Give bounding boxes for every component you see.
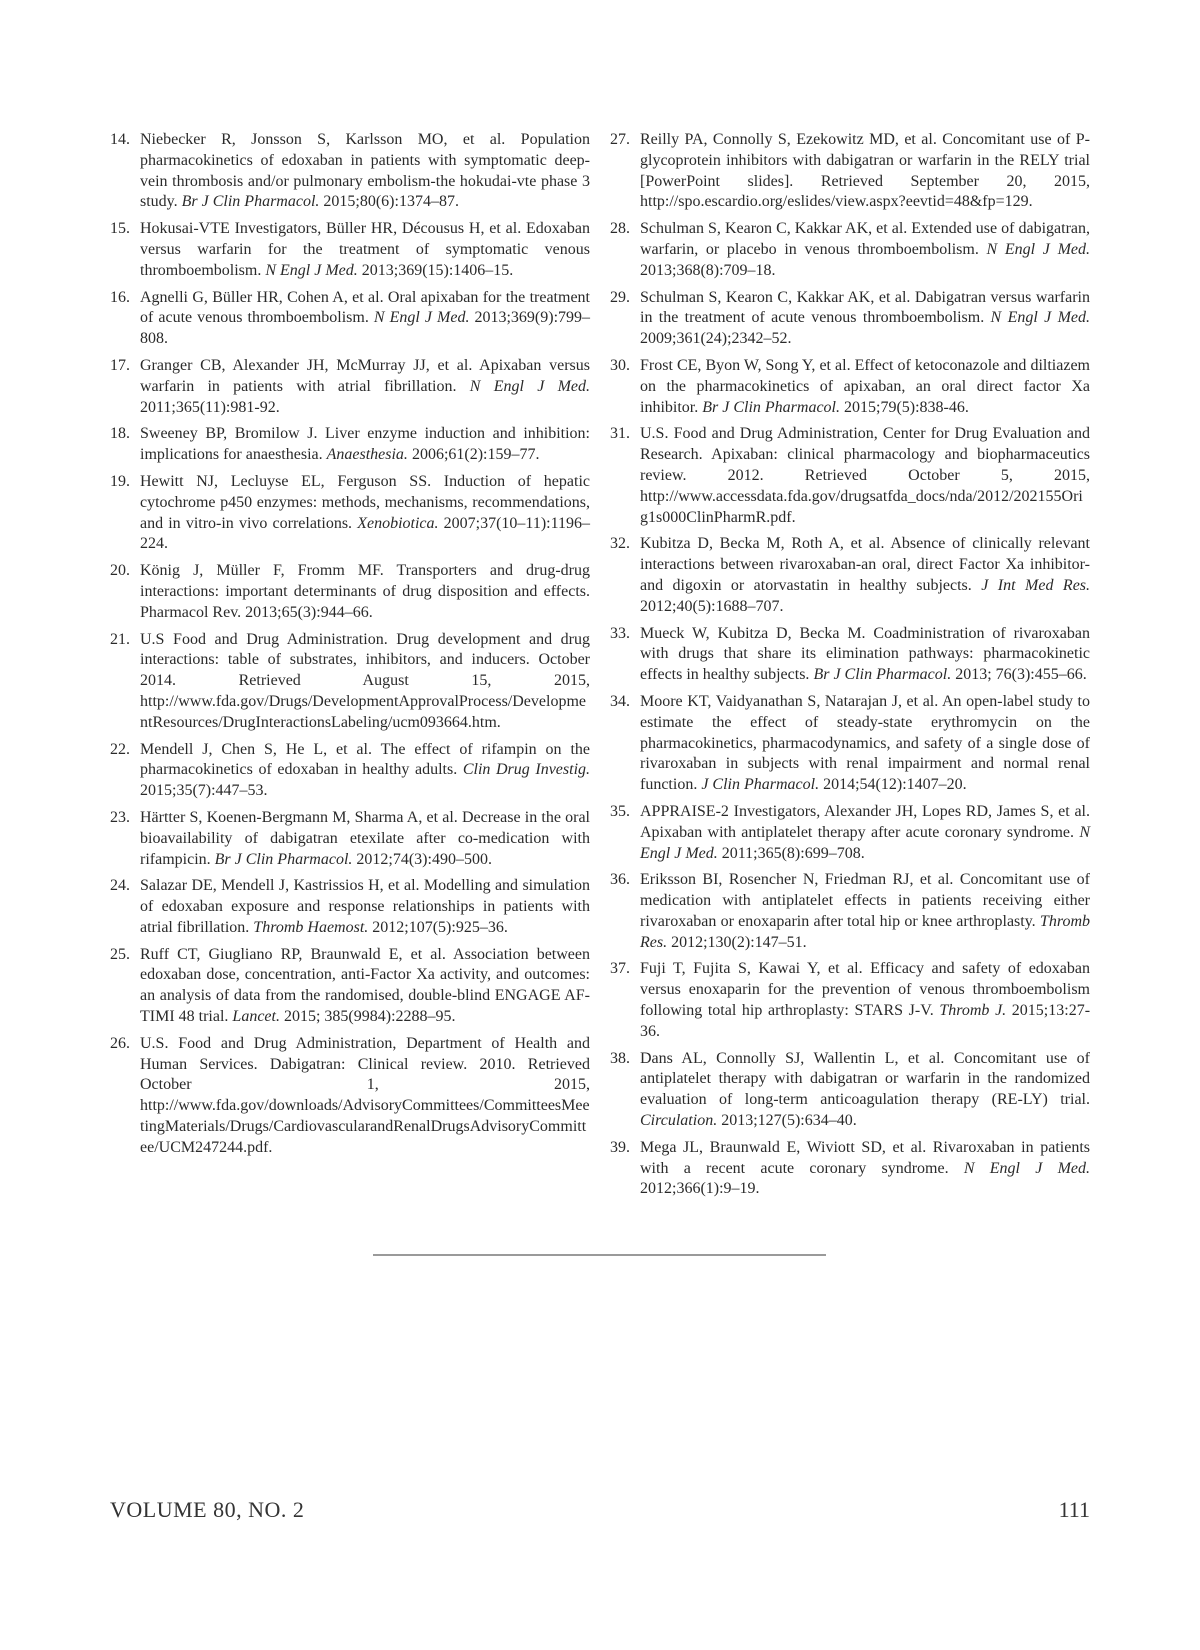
reference-citation: Fuji T, Fujita S, Kawai Y, et al. Efficacy and safety of edoxaban versus enoxaparin for the prevention of venous thromboembolism following total hip arthroplasty: STARS J-V. bbox=[640, 960, 1090, 1020]
reference-number: 32. bbox=[610, 535, 630, 553]
reference-item bbox=[110, 630, 590, 734]
reference-citation: U.S Food and Drug Administration. Drug development and drug interactions: table of substrates, inhibitors, and inducers. October 2014. Retrieved August 15, 2015, http://www.fda.gov/Drugs/DevelopmentApprovalProcess/DevelopmentResources/DrugInteractionsLabeling/ucm093664.htm. bbox=[140, 630, 590, 731]
reference-item bbox=[610, 424, 1090, 528]
reference-volume-pages: 2007;37(10–11):1196–224. bbox=[140, 514, 591, 553]
reference-citation: Ruff CT, Giugliano RP, Braunwald E, et al. Association between edoxaban dose, concentration, anti-Factor Xa activity, and outcomes: an analysis of data from the randomised, double-blind ENGAGE AF-TIMI 48 trial. bbox=[140, 945, 590, 1026]
reference-journal: Br J Clin Pharmacol. bbox=[702, 398, 840, 416]
reference-journal: Br J Clin Pharmacol. bbox=[813, 666, 952, 684]
reference-number: 15. bbox=[110, 220, 130, 238]
reference-volume-pages: 2014;54(12):1407–20. bbox=[819, 776, 967, 794]
reference-number: 25. bbox=[110, 945, 130, 963]
reference-item bbox=[110, 472, 590, 555]
reference-text bbox=[140, 288, 590, 350]
reference-item bbox=[610, 959, 1090, 1042]
reference-item bbox=[110, 356, 590, 418]
reference-text bbox=[640, 692, 1090, 796]
reference-text bbox=[640, 219, 1090, 281]
reference-text bbox=[640, 959, 1090, 1042]
reference-volume-pages: 2012;107(5):925–36. bbox=[368, 918, 508, 936]
reference-text bbox=[140, 472, 590, 555]
reference-item bbox=[110, 219, 590, 281]
reference-text bbox=[640, 130, 1090, 213]
reference-citation: Hewitt NJ, Lecluyse EL, Ferguson SS. Induction of hepatic cytochrome p450 enzymes: methods, mechanisms, recommendations, and in vitro-in vivo correlations. bbox=[140, 472, 590, 532]
reference-item bbox=[610, 534, 1090, 617]
reference-citation: U.S. Food and Drug Administration, Center for Drug Evaluation and Research. Apixaban: clinical pharmacology and biopharmaceutics review. 2012. Retrieved October 5, 2015, http://www.accessdata.fda.gov/drugsatfda_docs/nda/2012/202155Orig1s000ClinPharmR.pdf. bbox=[640, 425, 1090, 526]
reference-citation: Eriksson BI, Rosencher N, Friedman RJ, et al. Concomitant use of medication with antiplatelet effects in patients receiving either rivaroxaban or enoxaparin after total hip or knee arthroplasty. bbox=[640, 871, 1090, 930]
reference-number: 21. bbox=[110, 630, 130, 648]
reference-item bbox=[610, 624, 1090, 686]
reference-citation: Kubitza D, Becka M, Roth A, et al. Absence of clinically relevant interactions between rivaroxaban-an oral, direct Factor Xa inhibitor-and digoxin or atorvastatin in healthy subjects. bbox=[640, 535, 1090, 594]
reference-text bbox=[640, 802, 1090, 864]
reference-journal: Br J Clin Pharmacol. bbox=[214, 850, 353, 868]
reference-number: 31. bbox=[610, 425, 630, 443]
reference-volume-pages: 2015;80(6):1374–87. bbox=[319, 193, 459, 211]
reference-journal: Thromb J. bbox=[939, 1002, 1007, 1020]
reference-text bbox=[640, 870, 1090, 953]
reference-text bbox=[140, 424, 590, 466]
references-column-left bbox=[110, 130, 590, 1206]
reference-number: 17. bbox=[110, 356, 130, 374]
reference-number: 22. bbox=[110, 740, 130, 758]
reference-volume-pages: 2012;74(3):490–500. bbox=[352, 850, 492, 868]
reference-item bbox=[110, 561, 590, 623]
reference-item bbox=[110, 1034, 590, 1159]
reference-text bbox=[140, 219, 590, 281]
reference-citation: APPRAISE-2 Investigators, Alexander JH, Lopes RD, James S, et al. Apixaban with antiplatelet therapy after acute coronary syndrome. bbox=[640, 802, 1090, 841]
reference-number: 30. bbox=[610, 356, 630, 374]
reference-volume-pages: 2013;368(8):709–18. bbox=[640, 261, 776, 279]
reference-number: 34. bbox=[610, 692, 630, 710]
reference-volume-pages: 2013;369(15):1406–15. bbox=[357, 261, 514, 279]
references-columns bbox=[110, 130, 1090, 1206]
reference-text bbox=[140, 561, 590, 623]
reference-number: 39. bbox=[610, 1138, 630, 1156]
reference-volume-pages: 2015;35(7):447–53. bbox=[140, 782, 268, 800]
reference-citation: König J, Müller F, Fromm MF. Transporters and drug-drug interactions: important determinants of drug disposition and effects. Pharmacol Rev. 2013;65(3):944–66. bbox=[140, 562, 590, 621]
reference-journal: N Engl J Med. bbox=[990, 309, 1090, 327]
reference-number: 33. bbox=[610, 624, 630, 642]
reference-item bbox=[610, 356, 1090, 418]
reference-volume-pages: 2012;366(1):9–19. bbox=[640, 1180, 760, 1198]
reference-item bbox=[110, 876, 590, 938]
section-end-rule bbox=[373, 1254, 826, 1256]
reference-citation: Mega JL, Braunwald E, Wiviott SD, et al. Rivaroxaban in patients with a recent acute coronary syndrome. bbox=[640, 1138, 1090, 1177]
reference-text bbox=[640, 356, 1090, 418]
reference-journal: Lancet. bbox=[232, 1008, 280, 1026]
reference-volume-pages: 2015;13:27-36. bbox=[640, 1002, 1091, 1040]
reference-volume-pages: 2013; 76(3):455–66. bbox=[951, 666, 1087, 684]
reference-item bbox=[610, 692, 1090, 796]
reference-number: 35. bbox=[610, 802, 630, 820]
reference-item bbox=[110, 808, 590, 870]
reference-volume-pages: 2013;369(9):799–808. bbox=[140, 309, 591, 348]
reference-citation: Härtter S, Koenen-Bergmann M, Sharma A, et al. Decrease in the oral bioavailability of dabigatran etexilate after co-medication with rifampicin. bbox=[140, 808, 590, 868]
reference-text bbox=[640, 424, 1090, 528]
reference-text bbox=[640, 624, 1090, 686]
reference-volume-pages: 2012;130(2):147–51. bbox=[667, 933, 807, 951]
reference-journal: N Engl J Med. bbox=[265, 261, 358, 279]
reference-volume-pages: 2011;365(11):981-92. bbox=[140, 398, 280, 416]
reference-journal: N Engl J Med. bbox=[469, 377, 591, 395]
reference-item bbox=[610, 288, 1090, 350]
reference-volume-pages: 2015; 385(9984):2288–95. bbox=[279, 1008, 456, 1026]
reference-item bbox=[110, 740, 590, 802]
reference-number: 38. bbox=[610, 1049, 630, 1067]
reference-journal: Anaesthesia. bbox=[326, 446, 408, 464]
reference-journal: J Int Med Res. bbox=[981, 576, 1091, 594]
reference-text bbox=[140, 630, 590, 734]
reference-number: 16. bbox=[110, 288, 130, 306]
reference-citation: Granger CB, Alexander JH, McMurray JJ, et al. Apixaban versus warfarin in patients with atrial fibrillation. bbox=[140, 356, 590, 395]
reference-number: 19. bbox=[110, 472, 130, 490]
reference-item bbox=[110, 424, 590, 466]
reference-item bbox=[610, 130, 1090, 213]
reference-text bbox=[640, 1138, 1090, 1200]
reference-citation: Dans AL, Connolly SJ, Wallentin L, et al. Concomitant use of antiplatelet therapy with dabigatran or warfarin in the randomized evaluation of long-term anticoagulation therapy (RE-LY) trial. bbox=[640, 1049, 1090, 1109]
reference-volume-pages: 2015;79(5):838-46. bbox=[840, 398, 969, 416]
reference-text bbox=[140, 876, 590, 938]
reference-number: 26. bbox=[110, 1034, 130, 1052]
reference-item bbox=[610, 1049, 1090, 1132]
page-number: 111 bbox=[1058, 1497, 1090, 1522]
reference-text bbox=[140, 1034, 590, 1159]
reference-item bbox=[110, 945, 590, 1028]
reference-number: 28. bbox=[610, 220, 630, 238]
reference-text bbox=[140, 808, 590, 870]
reference-item bbox=[610, 219, 1090, 281]
reference-item bbox=[110, 130, 590, 213]
reference-volume-pages: 2012;40(5):1688–707. bbox=[640, 597, 784, 615]
reference-item bbox=[610, 802, 1090, 864]
reference-number: 27. bbox=[610, 131, 630, 148]
reference-volume-pages: 2013;127(5):634–40. bbox=[717, 1112, 857, 1130]
reference-journal: N Engl J Med. bbox=[373, 309, 470, 327]
reference-citation: Sweeney BP, Bromilow J. Liver enzyme induction and inhibition: implications for anaesthesia. bbox=[140, 425, 590, 464]
reference-number: 18. bbox=[110, 425, 130, 443]
reference-journal: Thromb Res. bbox=[640, 912, 1091, 951]
reference-journal: Circulation. bbox=[640, 1112, 718, 1130]
reference-text bbox=[140, 945, 590, 1028]
reference-journal: N Engl J Med. bbox=[640, 823, 1091, 862]
reference-number: 14. bbox=[110, 131, 130, 148]
reference-citation: Mueck W, Kubitza D, Becka M. Coadministration of rivaroxaban with drugs that share its elimination pathways: pharmacokinetic effects in healthy subjects. bbox=[640, 624, 1090, 684]
reference-citation: Hokusai-VTE Investigators, Büller HR, Décousus H, et al. Edoxaban versus warfarin for the treatment of symptomatic venous thromboembolism. bbox=[140, 220, 590, 279]
reference-citation: U.S. Food and Drug Administration, Department of Health and Human Services. Dabigatran: Clinical review. 2010. Retrieved October 1, 2015, http://www.fda.gov/downloads/AdvisoryCommittees/CommitteesMeetingMaterials/Drugs/CardiovascularandRenalDrugsAdvisoryCommittee/UCM247244.pdf. bbox=[140, 1034, 590, 1156]
reference-citation: Reilly PA, Connolly S, Ezekowitz MD, et al. Concomitant use of P-glycoprotein inhibitors with dabigatran or warfarin in the RELY trial [PowerPoint slides]. Retrieved September 20, 2015, http://spo.escardio.org/eslides/view.aspx?eevtid=48&fp=129. bbox=[640, 131, 1090, 211]
reference-journal: N Engl J Med. bbox=[963, 1159, 1090, 1177]
reference-citation: Schulman S, Kearon C, Kakkar AK, et al. Extended use of dabigatran, warfarin, or placebo in venous thromboembolism. bbox=[640, 220, 1090, 258]
reference-number: 29. bbox=[610, 288, 630, 306]
reference-text bbox=[140, 130, 590, 213]
reference-text bbox=[140, 740, 590, 802]
reference-citation: Frost CE, Byon W, Song Y, et al. Effect of ketoconazole and diltiazem on the pharmacokinetics of apixaban, an oral direct factor Xa inhibitor. bbox=[640, 356, 1090, 416]
references-column-right bbox=[610, 130, 1090, 1206]
reference-citation: Salazar DE, Mendell J, Kastrissios H, et al. Modelling and simulation of edoxaban exposure and response relationships in patients with atrial fibrillation. bbox=[140, 877, 590, 936]
reference-number: 24. bbox=[110, 877, 130, 895]
reference-journal: Br J Clin Pharmacol. bbox=[181, 193, 320, 211]
reference-item bbox=[610, 1138, 1090, 1200]
reference-text bbox=[640, 534, 1090, 617]
journal-volume-footer: VOLUME 80, NO. 2 bbox=[110, 1497, 305, 1522]
reference-volume-pages: 2006;61(2):159–77. bbox=[407, 446, 540, 464]
reference-volume-pages: 2011;365(8):699–708. bbox=[717, 844, 865, 862]
reference-citation: Moore KT, Vaidyanathan S, Natarajan J, et al. An open-label study to estimate the effect of steady-state erythromycin on the pharmacokinetics, pharmacodynamics, and safety of a single dose of rivaroxaban in subjects with renal impairment and normal renal function. bbox=[640, 692, 1090, 794]
reference-volume-pages: 2009;361(24);2342–52. bbox=[640, 330, 792, 348]
reference-text bbox=[640, 288, 1090, 350]
reference-text bbox=[140, 356, 590, 418]
reference-text bbox=[640, 1049, 1090, 1132]
reference-item bbox=[610, 870, 1090, 953]
reference-journal: Xenobiotica. bbox=[357, 514, 439, 532]
reference-journal: J Clin Pharmacol. bbox=[701, 776, 820, 794]
reference-number: 36. bbox=[610, 871, 630, 889]
reference-journal: Clin Drug Investig. bbox=[462, 761, 591, 779]
reference-number: 20. bbox=[110, 562, 130, 580]
reference-journal: Thromb Haemost. bbox=[253, 918, 369, 936]
reference-citation: Agnelli G, Büller HR, Cohen A, et al. Oral apixaban for the treatment of acute venous thromboembolism. bbox=[140, 288, 590, 327]
reference-journal: N Engl J Med. bbox=[986, 240, 1091, 258]
reference-number: 23. bbox=[110, 808, 130, 826]
reference-citation: Niebecker R, Jonsson S, Karlsson MO, et al. Population pharmacokinetics of edoxaban in patients with symptomatic deep-vein thrombosis and/or pulmonary embolism-the hokudai-vte phase 3 study. bbox=[140, 131, 590, 211]
reference-number: 37. bbox=[610, 960, 630, 978]
reference-citation: Mendell J, Chen S, He L, et al. The effect of rifampin on the pharmacokinetics of edoxaban in healthy adults. bbox=[140, 740, 590, 779]
reference-item bbox=[110, 288, 590, 350]
reference-citation: Schulman S, Kearon C, Kakkar AK, et al. Dabigatran versus warfarin in the treatment of acute venous thromboembolism. bbox=[640, 288, 1090, 327]
